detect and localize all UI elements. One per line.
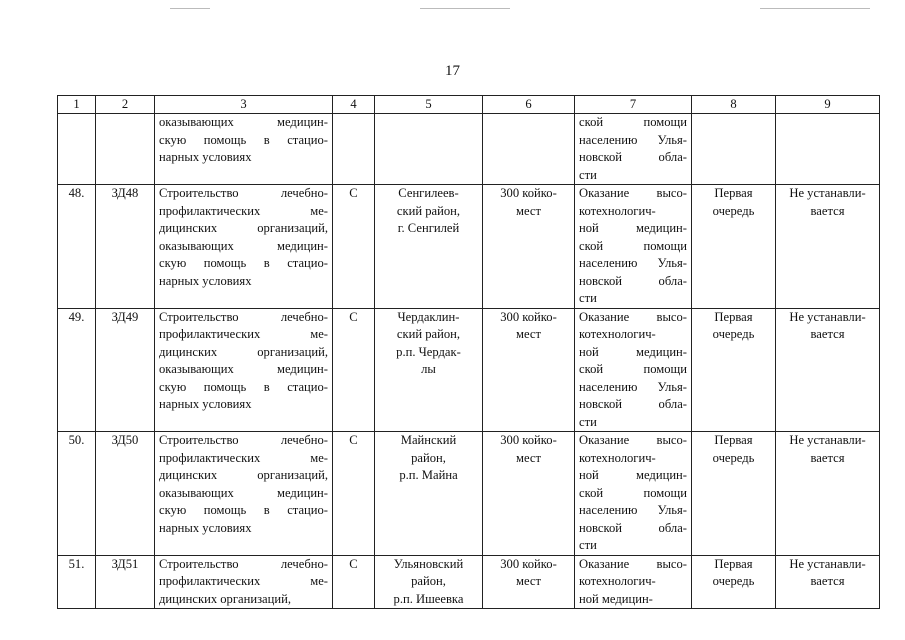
object-queue-line: очередь xyxy=(712,327,755,341)
object-name xyxy=(155,114,333,185)
object-purpose-line: сти xyxy=(579,291,597,305)
object-purpose-line: населению Улья- xyxy=(579,379,687,394)
object-name-line: Строительство лечебно- xyxy=(159,186,328,200)
object-purpose-line: Оказание высо- xyxy=(579,556,687,571)
object-zone-line: Не устанавли- xyxy=(789,433,866,447)
object-type: С xyxy=(333,555,375,609)
object-location-line: Чердаклин- xyxy=(397,309,460,324)
object-capacity xyxy=(483,114,575,185)
object-capacity-line: 300 койко- xyxy=(500,186,557,200)
object-zone-line: вается xyxy=(810,574,845,588)
object-zone xyxy=(776,185,880,309)
object-purpose-line: населению Улья- xyxy=(579,256,687,270)
object-location xyxy=(375,185,483,309)
scan-artifact-line xyxy=(760,8,870,9)
object-queue-line: Первая xyxy=(714,186,753,200)
object-name-line: оказывающих медицин- xyxy=(159,362,328,376)
object-code: ЗД49 xyxy=(96,308,155,432)
object-name-line: скую помощь в стацио- xyxy=(159,503,328,517)
object-name-line: профилактических ме- xyxy=(159,327,328,341)
object-purpose-line: Оказание высо- xyxy=(579,309,687,324)
object-name-line: дицинских организаций, xyxy=(159,591,292,606)
object-capacity-line: 300 койко- xyxy=(500,309,557,324)
object-zone-line: Не устанавли- xyxy=(789,309,866,324)
object-purpose xyxy=(575,432,692,556)
object-name-line: дицинских организаций, xyxy=(159,221,328,235)
object-name xyxy=(155,185,333,309)
object-type: С xyxy=(333,308,375,432)
object-purpose-line: сти xyxy=(579,414,597,429)
object-location-line: р.п. Чердак- xyxy=(396,344,461,359)
object-location-line: район, xyxy=(411,574,446,588)
object-zone-line: вается xyxy=(810,450,845,465)
row-number: 48. xyxy=(58,185,96,309)
row-number: 49. xyxy=(58,308,96,432)
object-name-line: скую помощь в стацио- xyxy=(159,132,328,147)
object-zone-line: вается xyxy=(810,203,845,218)
object-queue-line: очередь xyxy=(712,203,755,218)
object-capacity xyxy=(483,555,575,609)
object-purpose-line: сти xyxy=(579,167,597,182)
object-name-line: нарных условиях xyxy=(159,397,252,411)
object-queue-line: очередь xyxy=(712,574,755,588)
object-location-line: р.п. Майна xyxy=(399,468,458,482)
object-purpose-line: ной медицин- xyxy=(579,468,687,482)
object-location-line: г. Сенгилей xyxy=(397,221,460,235)
object-name-line: дицинских организаций, xyxy=(159,344,328,359)
object-capacity-line: мест xyxy=(516,450,541,465)
row-number xyxy=(58,114,96,185)
table-row xyxy=(58,185,880,309)
object-capacity-line: 300 койко- xyxy=(500,433,557,447)
object-purpose-line: ской помощи xyxy=(579,362,687,376)
table-row xyxy=(58,432,880,556)
column-header: 5 xyxy=(375,96,483,114)
object-name-line: Строительство лечебно- xyxy=(159,433,328,447)
row-number: 51. xyxy=(58,555,96,609)
object-capacity-line: мест xyxy=(516,203,541,218)
object-name xyxy=(155,432,333,556)
object-location xyxy=(375,555,483,609)
object-purpose-line: ской помощи xyxy=(579,238,687,253)
column-header: 4 xyxy=(333,96,375,114)
object-capacity-line: мест xyxy=(516,327,541,341)
object-purpose-line: населению Улья- xyxy=(579,132,687,147)
object-purpose-line: ной медицин- xyxy=(579,591,653,606)
object-code: ЗД51 xyxy=(96,555,155,609)
page-number: 17 xyxy=(445,63,460,79)
object-zone-line: вается xyxy=(810,327,845,341)
object-name-line: оказывающих медицин- xyxy=(159,238,328,253)
object-name xyxy=(155,308,333,432)
scan-artifact-line xyxy=(170,8,210,9)
object-location-line: р.п. Ишеевка xyxy=(393,591,464,606)
object-type: С xyxy=(333,185,375,309)
object-name-line: Строительство лечебно- xyxy=(159,309,328,324)
object-queue-line: очередь xyxy=(712,450,755,465)
table-row-continuation xyxy=(58,114,880,185)
row-number: 50. xyxy=(58,432,96,556)
column-header: 3 xyxy=(155,96,333,114)
object-name xyxy=(155,555,333,609)
object-code xyxy=(96,114,155,185)
object-purpose-line: новской обла- xyxy=(579,397,687,411)
object-zone xyxy=(776,114,880,185)
column-header: 6 xyxy=(483,96,575,114)
object-name-line: оказывающих медицин- xyxy=(159,115,328,129)
object-name-line: профилактических ме- xyxy=(159,203,328,218)
object-capacity xyxy=(483,185,575,309)
column-header: 9 xyxy=(776,96,880,114)
object-purpose xyxy=(575,308,692,432)
object-purpose-line: Оказание высо- xyxy=(579,433,687,447)
object-queue xyxy=(692,114,776,185)
object-name-line: нарных условиях xyxy=(159,150,252,164)
object-location xyxy=(375,114,483,185)
object-purpose-line: ной медицин- xyxy=(579,344,687,359)
object-queue-line: Первая xyxy=(714,309,753,324)
object-purpose-line: котехнологич- xyxy=(579,203,656,218)
object-name-line: Строительство лечебно- xyxy=(159,556,328,571)
object-purpose-line: ной медицин- xyxy=(579,221,687,235)
object-purpose-line: новской обла- xyxy=(579,273,687,288)
object-location xyxy=(375,432,483,556)
object-location-line: Сенгилеев- xyxy=(398,186,459,200)
object-name-line: скую помощь в стацио- xyxy=(159,379,328,394)
object-purpose-line: ской помощи xyxy=(579,115,687,129)
object-queue xyxy=(692,432,776,556)
column-header: 7 xyxy=(575,96,692,114)
object-code: ЗД48 xyxy=(96,185,155,309)
object-zone xyxy=(776,432,880,556)
object-queue-line: Первая xyxy=(714,433,753,447)
object-name-line: дицинских организаций, xyxy=(159,468,328,482)
object-purpose-line: котехнологич- xyxy=(579,327,656,341)
column-header-row xyxy=(58,96,880,114)
table-row xyxy=(58,555,880,609)
object-queue xyxy=(692,308,776,432)
object-name-line: оказывающих медицин- xyxy=(159,485,328,500)
object-purpose-line: новской обла- xyxy=(579,520,687,535)
object-purpose xyxy=(575,185,692,309)
column-header: 2 xyxy=(96,96,155,114)
column-header: 1 xyxy=(58,96,96,114)
object-queue-line: Первая xyxy=(714,556,753,571)
object-capacity xyxy=(483,432,575,556)
object-purpose-line: котехнологич- xyxy=(579,574,656,588)
object-zone-line: Не устанавли- xyxy=(789,186,866,200)
table-row xyxy=(58,308,880,432)
object-name-line: нарных условиях xyxy=(159,520,252,535)
object-zone xyxy=(776,555,880,609)
object-purpose-line: котехнологич- xyxy=(579,450,656,465)
object-location-line: Майнский xyxy=(400,433,457,447)
object-name-line: нарных условиях xyxy=(159,273,252,288)
object-zone xyxy=(776,308,880,432)
object-location-line: район, xyxy=(411,450,446,465)
object-queue xyxy=(692,555,776,609)
object-location-line: лы xyxy=(421,362,436,376)
object-location-line: ский район, xyxy=(396,203,461,218)
object-type: С xyxy=(333,432,375,556)
object-purpose-line: новской обла- xyxy=(579,150,687,164)
object-location xyxy=(375,308,483,432)
object-location-line: ский район, xyxy=(396,327,461,341)
object-purpose-line: сти xyxy=(579,538,597,552)
object-purpose-line: ской помощи xyxy=(579,485,687,500)
object-name-line: профилактических ме- xyxy=(159,574,328,588)
object-type xyxy=(333,114,375,185)
object-capacity-line: 300 койко- xyxy=(500,556,557,571)
object-name-line: профилактических ме- xyxy=(159,450,328,465)
scan-artifact-line xyxy=(420,8,510,9)
object-purpose xyxy=(575,114,692,185)
object-zone-line: Не устанавли- xyxy=(789,556,866,571)
object-code: ЗД50 xyxy=(96,432,155,556)
object-queue xyxy=(692,185,776,309)
document-table xyxy=(57,95,880,609)
object-purpose-line: населению Улья- xyxy=(579,503,687,517)
object-capacity xyxy=(483,308,575,432)
object-purpose xyxy=(575,555,692,609)
object-purpose-line: Оказание высо- xyxy=(579,186,687,200)
object-location-line: Ульяновский xyxy=(393,556,464,571)
object-name-line: скую помощь в стацио- xyxy=(159,256,328,270)
object-capacity-line: мест xyxy=(516,574,541,588)
column-header: 8 xyxy=(692,96,776,114)
